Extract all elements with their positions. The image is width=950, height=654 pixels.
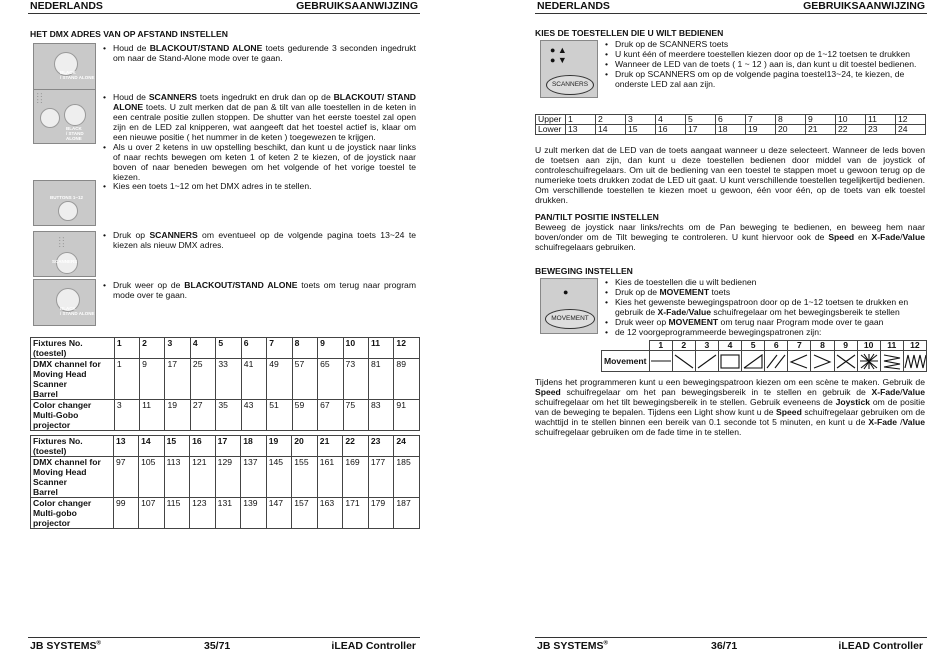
pattern-cell bbox=[742, 351, 765, 372]
table-cell: 4 bbox=[190, 338, 215, 359]
pattern-cell bbox=[834, 351, 857, 372]
movement-patterns-table bbox=[601, 340, 927, 372]
table-cell: 33 bbox=[216, 359, 241, 400]
footer-product: iLEAD Controller bbox=[838, 640, 923, 652]
triangle-icon bbox=[742, 353, 764, 370]
scanners-button-image: ● ▲ ● ▼ SCANNERS bbox=[540, 40, 598, 98]
row-header: Fixtures No. (toestel) bbox=[31, 436, 114, 457]
table-cell: 91 bbox=[394, 400, 420, 431]
row-header: Color changer Multi-Gobo projector bbox=[31, 400, 115, 431]
pattern-number: 5 bbox=[742, 341, 765, 351]
table-cell: 2 bbox=[596, 115, 626, 125]
header-language: NEDERLANDS bbox=[30, 0, 103, 12]
table-cell: 13 bbox=[566, 125, 596, 135]
table-cell: 5 bbox=[686, 115, 716, 125]
table-cell: 20 bbox=[292, 436, 318, 457]
list-item: • U kunt één of meerdere toestellen kiezen door op de 1~12 toetsen te drukken bbox=[605, 49, 923, 59]
table-cell: 1 bbox=[114, 359, 139, 400]
table-cell: 24 bbox=[394, 436, 420, 457]
table-cell: 97 bbox=[113, 457, 138, 498]
section-heading-movement: BEWEGING INSTELLEN bbox=[535, 266, 633, 276]
page-footer-right bbox=[535, 637, 927, 654]
table-cell: 17 bbox=[686, 125, 716, 135]
table-cell: 177 bbox=[368, 457, 394, 498]
pattern-cell bbox=[672, 351, 695, 372]
movement-label: Movement bbox=[602, 351, 650, 372]
list-item: • Druk op de SCANNERS toets bbox=[605, 39, 923, 49]
table-row bbox=[536, 125, 926, 135]
step-4-list bbox=[103, 230, 416, 250]
table-cell: 41 bbox=[241, 359, 266, 400]
page-footer-left bbox=[28, 637, 420, 654]
zigzag-horizontal-icon bbox=[881, 353, 903, 370]
pattern-number: 3 bbox=[695, 341, 718, 351]
movement-button-image: ● MOVEMENT bbox=[540, 278, 598, 334]
table-cell: 16 bbox=[190, 436, 216, 457]
fixtures-table-2-row bbox=[31, 436, 420, 457]
pattern-number: 10 bbox=[857, 341, 880, 351]
table-cell: 59 bbox=[292, 400, 317, 431]
table-cell: 3 bbox=[165, 338, 190, 359]
table-cell: 99 bbox=[113, 498, 138, 529]
table-cell: 131 bbox=[215, 498, 241, 529]
pattern-cell bbox=[718, 351, 741, 372]
step-1-list bbox=[103, 43, 416, 63]
header-title: GEBRUIKSAANWIJZING bbox=[803, 0, 925, 12]
movement-number-row bbox=[602, 341, 927, 351]
row-header: Lower bbox=[536, 125, 566, 135]
footer-page-number: 35/71 bbox=[204, 640, 231, 652]
table-cell: 14 bbox=[139, 436, 165, 457]
table-cell: 19 bbox=[266, 436, 292, 457]
chevron-left-icon bbox=[788, 353, 810, 370]
step-4-text: • Druk op SCANNERS om eventueel op de volgende pagina toets 13~24 te kiezen als nieuw DMX adres. bbox=[103, 230, 416, 250]
pattern-number: 7 bbox=[788, 341, 811, 351]
select-fixtures-list bbox=[605, 39, 923, 89]
table-cell: 25 bbox=[190, 359, 215, 400]
table-cell: 171 bbox=[343, 498, 369, 529]
table-cell: 16 bbox=[656, 125, 686, 135]
table-cell: 9 bbox=[806, 115, 836, 125]
list-item: • Kies de toestellen die u wilt bedienen bbox=[605, 277, 923, 287]
movement-pattern-row bbox=[602, 351, 927, 372]
table-cell: 147 bbox=[266, 498, 292, 529]
section-heading-pantilt: PAN/TILT POSITIE INSTELLEN bbox=[535, 212, 659, 222]
step-2-list bbox=[103, 92, 416, 182]
dmx-address-table-1 bbox=[30, 337, 420, 431]
table-cell: 123 bbox=[190, 498, 216, 529]
table-cell: 7 bbox=[746, 115, 776, 125]
pattern-number: 4 bbox=[718, 341, 741, 351]
table-cell: 89 bbox=[394, 359, 420, 400]
table-cell: 8 bbox=[776, 115, 806, 125]
diagonal-up-icon bbox=[696, 353, 718, 370]
table-cell: 12 bbox=[394, 338, 420, 359]
chevron-right-icon bbox=[811, 353, 833, 370]
movement-steps-list bbox=[605, 277, 923, 337]
zigzag-double-icon bbox=[904, 353, 926, 370]
list-item: • Wanneer de LED van de toets ( 1 ~ 12 ) aan is, dan kunt u dit toestel bedienen. bbox=[605, 59, 923, 69]
cross-lines-icon bbox=[835, 353, 857, 370]
fixtures-table-2-row bbox=[31, 457, 420, 498]
table-cell: 6 bbox=[241, 338, 266, 359]
step-5-list bbox=[103, 280, 416, 300]
table-cell: 67 bbox=[318, 400, 343, 431]
table-cell: 35 bbox=[216, 400, 241, 431]
table-cell: 2 bbox=[140, 338, 165, 359]
table-cell: 20 bbox=[776, 125, 806, 135]
header-language: NEDERLANDS bbox=[537, 0, 610, 12]
table-cell: 10 bbox=[836, 115, 866, 125]
table-cell: 3 bbox=[114, 400, 139, 431]
table-cell: 81 bbox=[368, 359, 393, 400]
table-cell: 73 bbox=[343, 359, 368, 400]
table-cell: 21 bbox=[317, 436, 343, 457]
page-header-left bbox=[28, 0, 420, 14]
dmx-address-table-2 bbox=[30, 435, 420, 529]
table-cell: 19 bbox=[746, 125, 776, 135]
table-cell: 1 bbox=[566, 115, 596, 125]
pattern-cell bbox=[811, 351, 834, 372]
blackout-return-image: BLACK / STAND ALONE bbox=[33, 279, 96, 326]
header-title: GEBRUIKSAANWIJZING bbox=[296, 0, 418, 12]
table-cell: 10 bbox=[343, 338, 368, 359]
footer-page-number: 36/71 bbox=[711, 640, 738, 652]
table-cell: 3 bbox=[626, 115, 656, 125]
table-cell: 145 bbox=[266, 457, 292, 498]
table-cell: 9 bbox=[318, 338, 343, 359]
table-cell: 6 bbox=[716, 115, 746, 125]
row-header: DMX channel for Moving Head Scanner Barrel bbox=[31, 457, 114, 498]
table-cell: 18 bbox=[241, 436, 267, 457]
table-cell: 22 bbox=[836, 125, 866, 135]
table-cell: 13 bbox=[113, 436, 138, 457]
table-cell: 9 bbox=[140, 359, 165, 400]
list-item: • Kies het gewenste bewegingspatroon door op de 1~12 toetsen te drukken en gebruik de X-Fade/Value schuifregelaar om het bewegingsbereik te stellen bbox=[605, 297, 923, 317]
pattern-cell bbox=[903, 351, 926, 372]
table-cell: 121 bbox=[190, 457, 216, 498]
list-item: • Druk op de MOVEMENT toets bbox=[605, 287, 923, 297]
table-cell: 137 bbox=[241, 457, 267, 498]
table-cell: 155 bbox=[292, 457, 318, 498]
table-cell: 11 bbox=[866, 115, 896, 125]
row-header: Fixtures No. (toestel) bbox=[31, 338, 115, 359]
pattern-cell bbox=[695, 351, 718, 372]
table-cell: 12 bbox=[896, 115, 926, 125]
list-item: • Druk op SCANNERS om op de volgende pagina toestel13~24, te kiezen, de onderste LED zal aan zijn. bbox=[605, 69, 923, 89]
pattern-cell bbox=[857, 351, 880, 372]
row-header: Color changer Multi-gobo projector bbox=[31, 498, 114, 529]
fixtures-table-2-row bbox=[31, 498, 420, 529]
horizontal-line-icon bbox=[650, 353, 672, 370]
table-cell: 8 bbox=[292, 338, 317, 359]
fixtures-table-1-row bbox=[31, 359, 420, 400]
table-cell: 57 bbox=[292, 359, 317, 400]
row-header: DMX channel for Moving Head Scanner Barrel bbox=[31, 359, 115, 400]
table-cell: 22 bbox=[343, 436, 369, 457]
table-cell: 19 bbox=[165, 400, 190, 431]
diagonal-lines-icon bbox=[765, 353, 787, 370]
footer-product: iLEAD Controller bbox=[331, 640, 416, 652]
table-cell: 5 bbox=[216, 338, 241, 359]
list-item: • de 12 voorgeprogrammeerde bewegingspatronen zijn: bbox=[605, 327, 923, 337]
left-page bbox=[28, 0, 420, 654]
diagonal-down-icon bbox=[673, 353, 695, 370]
table-cell: 17 bbox=[165, 359, 190, 400]
pattern-number: 11 bbox=[880, 341, 903, 351]
pattern-number: 9 bbox=[834, 341, 857, 351]
step-1-text: • Houd de BLACKOUT/STAND ALONE toets gedurende 3 seconden ingedrukt om naar de Stand-Alone mode over te gaan. bbox=[103, 43, 416, 63]
pattern-number: 1 bbox=[649, 341, 672, 351]
step-5-text: • Druk weer op de BLACKOUT/STAND ALONE toets om terug naar program mode over te gaan. bbox=[103, 280, 416, 300]
pattern-cell bbox=[880, 351, 903, 372]
table-row bbox=[536, 115, 926, 125]
scanners-button-image: : : : : SCANNERS bbox=[33, 231, 96, 277]
table-cell: 15 bbox=[626, 125, 656, 135]
pattern-number: 8 bbox=[811, 341, 834, 351]
pantilt-paragraph: Beweeg de joystick naar links/rechts om de Pan beweging te bedienen, en beweeg hem naar boven/onder om de Tilt beweging te controleren. U kunt hiervoor ook de Speed en X-Fade/Value schuifregelaars gebruiken. bbox=[535, 222, 925, 252]
blackout-button-image: BLACK / STAND ALONE bbox=[33, 43, 96, 90]
step-2-text: • Houd de SCANNERS toets ingedrukt en druk dan op de BLACKOUT/ STAND ALONE toets. U zult merken dat de pan & tilt van alle toestellen in de keten in een centrale positie zullen stoppen. De shutter van het eerste toestel zal open zijn en de LED zal knipperen, wat aangeeft dat het toestel actief is, klaar om een nieuwe positie ( het nummer in de keten ) toegewezen te krijgen. bbox=[103, 92, 416, 142]
table-cell: 139 bbox=[241, 498, 267, 529]
fixtures-table-1-row bbox=[31, 400, 420, 431]
table-cell: 161 bbox=[317, 457, 343, 498]
table-cell: 187 bbox=[394, 498, 420, 529]
table-cell: 43 bbox=[241, 400, 266, 431]
table-cell: 1 bbox=[114, 338, 139, 359]
table-cell: 113 bbox=[164, 457, 189, 498]
table-cell: 17 bbox=[215, 436, 241, 457]
list-item: • Druk weer op MOVEMENT om terug naar Program mode over te gaan bbox=[605, 317, 923, 327]
footer-brand: JB SYSTEMS® bbox=[537, 640, 608, 652]
table-cell: 49 bbox=[267, 359, 292, 400]
buttons-1-12-image: BUTTONS 1~12 bbox=[33, 180, 96, 226]
table-cell: 11 bbox=[140, 400, 165, 431]
row-header: Upper bbox=[536, 115, 566, 125]
table-cell: 115 bbox=[164, 498, 189, 529]
table-cell: 4 bbox=[656, 115, 686, 125]
fixtures-table-1-row bbox=[31, 338, 420, 359]
table-cell: 107 bbox=[139, 498, 165, 529]
step-2-text-chains: • Als u over 2 ketens in uw opstelling beschikt, dan kunt u de joystick naar links of naar rechts bewegen om keten 1 of keten 2 te kiezen, of de joystick naar boven of naar beneden bewegen om het volgende of het vorige toestel te kiezen. bbox=[103, 142, 416, 182]
table-cell: 75 bbox=[343, 400, 368, 431]
section-heading-select: KIES DE TOESTELLEN DIE U WILT BEDIENEN bbox=[535, 28, 724, 38]
scanners-blackout-image: : : : : BLACK / STAND ALONE bbox=[33, 89, 96, 144]
table-cell: 11 bbox=[368, 338, 393, 359]
table-cell: 23 bbox=[866, 125, 896, 135]
table-cell: 7 bbox=[267, 338, 292, 359]
table-cell: 51 bbox=[267, 400, 292, 431]
table-cell: 163 bbox=[317, 498, 343, 529]
pattern-number: 6 bbox=[765, 341, 788, 351]
square-icon bbox=[719, 353, 741, 370]
pattern-cell bbox=[788, 351, 811, 372]
table-cell: 157 bbox=[292, 498, 318, 529]
table-cell: 83 bbox=[368, 400, 393, 431]
table-cell: 21 bbox=[806, 125, 836, 135]
section-heading-dmx: HET DMX ADRES VAN OP AFSTAND INSTELLEN bbox=[30, 29, 228, 39]
table-cell: 18 bbox=[716, 125, 746, 135]
pattern-cell bbox=[765, 351, 788, 372]
page-header-right bbox=[535, 0, 927, 14]
table-cell: 185 bbox=[394, 457, 420, 498]
step-3-list bbox=[103, 181, 416, 191]
table-cell: 24 bbox=[896, 125, 926, 135]
table-cell: 23 bbox=[368, 436, 394, 457]
table-cell: 179 bbox=[368, 498, 394, 529]
empty-cell bbox=[602, 341, 650, 351]
right-page bbox=[535, 0, 927, 654]
pattern-cell bbox=[649, 351, 672, 372]
table-cell: 14 bbox=[596, 125, 626, 135]
pattern-number: 2 bbox=[672, 341, 695, 351]
pattern-number: 12 bbox=[903, 341, 926, 351]
select-paragraph: U zult merken dat de LED van de toets aangaat wanneer u deze selecteert. Wanneer de leds boven de toetsen aan zijn, dan kunt u deze toestellen bedienen door middel van de joystick of controleschuifregelaars. Om uit de bediening van een toestel te stappen moet u gewoon terug op de numerieke toets drukken zodat de LED uit gaat. U kunt verschillende toestellen tegelijkertijd bedienen. Om verschillende toestellen te kiezen moet u gewoon, één voor één, op de toets van elk toestel drukken. bbox=[535, 145, 925, 205]
footer-brand: JB SYSTEMS® bbox=[30, 640, 101, 652]
table-cell: 65 bbox=[318, 359, 343, 400]
movement-paragraph: Tijdens het programmeren kunt u een bewegingspatroon kiezen om een scène te maken. Gebruik de Speed schuifregelaar om het pan bewegingsbereik in te stellen en gebruik de X-Fade/Value schuifregelaar om het tilt bewegingsbereik in te stellen. Gebruik eveneens de Joystick om de positie van de beweging te bepalen. Tijdens een Light show kunt u de Speed schuifregelaar gebruiken om de wachttijd in te stellen binnen een bereik van 0.1 seconde tot 5 minuten, en kunt u de X-Fade /Value schuifregelaar gebruiken om de fade time in te stellen. bbox=[535, 377, 925, 437]
asterisk-icon bbox=[858, 353, 880, 370]
step-3-text: • Kies een toets 1~12 om het DMX adres in te stellen. bbox=[103, 181, 416, 191]
table-cell: 129 bbox=[215, 457, 241, 498]
table-cell: 15 bbox=[164, 436, 189, 457]
table-cell: 169 bbox=[343, 457, 369, 498]
upper-lower-table bbox=[535, 114, 926, 135]
table-cell: 105 bbox=[139, 457, 165, 498]
table-cell: 27 bbox=[190, 400, 215, 431]
